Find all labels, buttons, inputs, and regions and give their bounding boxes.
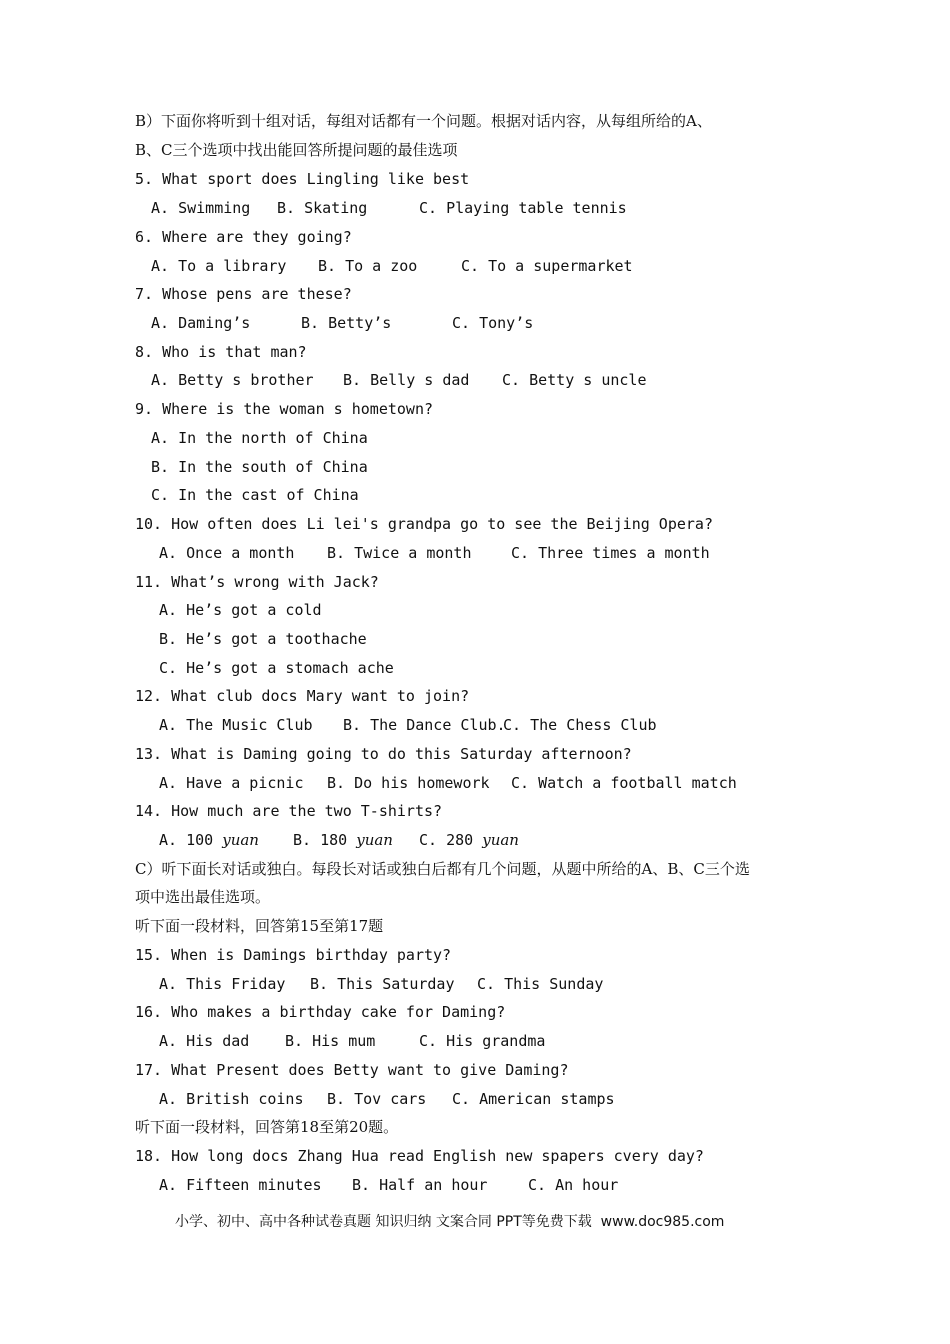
question-18-option-a: A. Fifteen minutes bbox=[159, 1176, 322, 1194]
question-16-option-c: C. His grandma bbox=[419, 1032, 546, 1050]
section-c-intro-cont: 项中选出最佳选项。 bbox=[135, 888, 271, 906]
question-11-option-b: B. He’s got a toothache bbox=[159, 630, 367, 648]
question-8-option-a: A. Betty s brother bbox=[151, 371, 314, 389]
question-18-option-b: B. Half an hour bbox=[352, 1176, 488, 1194]
question-8: 8. Who is that man? bbox=[135, 343, 307, 361]
section-b-intro: B）下面你将听到十组对话，每组对话都有一个问题。根据对话内容，从每组所给的A、 bbox=[135, 112, 712, 130]
question-7-option-b: B. Betty’s bbox=[301, 314, 392, 332]
question-6-option-b: B. To a zoo bbox=[318, 257, 418, 275]
question-11: 11. What’s wrong with Jack? bbox=[135, 573, 379, 591]
question-14-option-c-value: C. 280 bbox=[419, 831, 474, 849]
question-14-option-b bbox=[293, 830, 393, 850]
question-17: 17. What Present does Betty want to give Daming? bbox=[135, 1061, 569, 1079]
section-b-intro-cont: B、C三个选项中找出能回答所提问题的最佳选项 bbox=[135, 141, 458, 159]
question-18-option-c: C. An hour bbox=[528, 1176, 619, 1194]
question-13-option-a: A. Have a picnic bbox=[159, 774, 304, 792]
question-7-option-a: A. Daming’s bbox=[151, 314, 251, 332]
question-13: 13. What is Daming going to do this Saturday afternoon? bbox=[135, 745, 632, 763]
question-12-option-b: B. The Dance Club. bbox=[343, 716, 506, 734]
question-13-option-c: C. Watch a football match bbox=[511, 774, 737, 792]
question-7: 7. Whose pens are these? bbox=[135, 285, 352, 303]
section-c-intro: C）听下面长对话或独白。每段长对话或独白后都有几个问题，从题中所给的A、B、C三个选 bbox=[135, 860, 750, 878]
question-14-option-a-value: A. 100 bbox=[159, 831, 214, 849]
question-16: 16. Who makes a birthday cake for Daming? bbox=[135, 1003, 506, 1021]
question-16-option-b: B. His mum bbox=[285, 1032, 376, 1050]
question-14-option-b-value: B. 180 bbox=[293, 831, 348, 849]
question-8-option-c: C. Betty s uncle bbox=[502, 371, 647, 389]
question-12-option-a: A. The Music Club bbox=[159, 716, 313, 734]
question-5-option-b: B. Skating bbox=[277, 199, 368, 217]
question-12: 12. What club docs Mary want to join? bbox=[135, 687, 470, 705]
question-14-option-c bbox=[419, 830, 519, 850]
question-17-option-c: C. American stamps bbox=[452, 1090, 615, 1108]
question-5: 5. What sport does Lingling like best bbox=[135, 170, 470, 188]
question-12-option-c: C. The Chess Club bbox=[503, 716, 657, 734]
question-9: 9. Where is the woman s hometown? bbox=[135, 400, 434, 418]
question-9-option-b: B. In the south of China bbox=[151, 458, 368, 476]
question-10: 10. How often does Li lei's grandpa go to see the Beijing Opera? bbox=[135, 515, 713, 533]
question-13-option-b: B. Do his homework bbox=[327, 774, 490, 792]
yuan-unit: yuan bbox=[482, 831, 519, 849]
question-14: 14. How much are the two T-shirts? bbox=[135, 802, 443, 820]
group-2-instruction: 听下面一段材料，回答第18至第20题。 bbox=[135, 1118, 399, 1136]
group-1-instruction: 听下面一段材料，回答第15至第17题 bbox=[135, 917, 384, 935]
yuan-unit: yuan bbox=[356, 831, 393, 849]
question-5-option-c: C. Playing table tennis bbox=[419, 199, 627, 217]
question-7-option-c: C. Tony’s bbox=[452, 314, 534, 332]
question-18: 18. How long docs Zhang Hua read English new spapers cvery day? bbox=[135, 1147, 704, 1165]
question-6-option-c: C. To a supermarket bbox=[461, 257, 633, 275]
question-10-option-b: B. Twice a month bbox=[327, 544, 472, 562]
question-15-option-b: B. This Saturday bbox=[310, 975, 455, 993]
yuan-unit: yuan bbox=[222, 831, 259, 849]
question-15: 15. When is Damings birthday party? bbox=[135, 946, 452, 964]
question-11-option-a: A. He’s got a cold bbox=[159, 601, 322, 619]
question-6: 6. Where are they going? bbox=[135, 228, 352, 246]
question-9-option-c: C. In the cast of China bbox=[151, 486, 359, 504]
question-14-option-a bbox=[159, 830, 259, 850]
question-10-option-c: C. Three times a month bbox=[511, 544, 710, 562]
question-9-option-a: A. In the north of China bbox=[151, 429, 368, 447]
question-11-option-c: C. He’s got a stomach ache bbox=[159, 659, 394, 677]
footer-watermark: 小学、初中、高中各种试卷真题 知识归纳 文案合同 PPT等免费下载 www.doc985.com bbox=[175, 1214, 725, 1230]
question-15-option-c: C. This Sunday bbox=[477, 975, 604, 993]
question-15-option-a: A. This Friday bbox=[159, 975, 286, 993]
question-5-option-a: A. Swimming bbox=[151, 199, 251, 217]
question-17-option-a: A. British coins bbox=[159, 1090, 304, 1108]
question-6-option-a: A. To a library bbox=[151, 257, 287, 275]
question-17-option-b: B. Tov cars bbox=[327, 1090, 427, 1108]
question-10-option-a: A. Once a month bbox=[159, 544, 295, 562]
question-8-option-b: B. Belly s dad bbox=[343, 371, 470, 389]
question-16-option-a: A. His dad bbox=[159, 1032, 250, 1050]
